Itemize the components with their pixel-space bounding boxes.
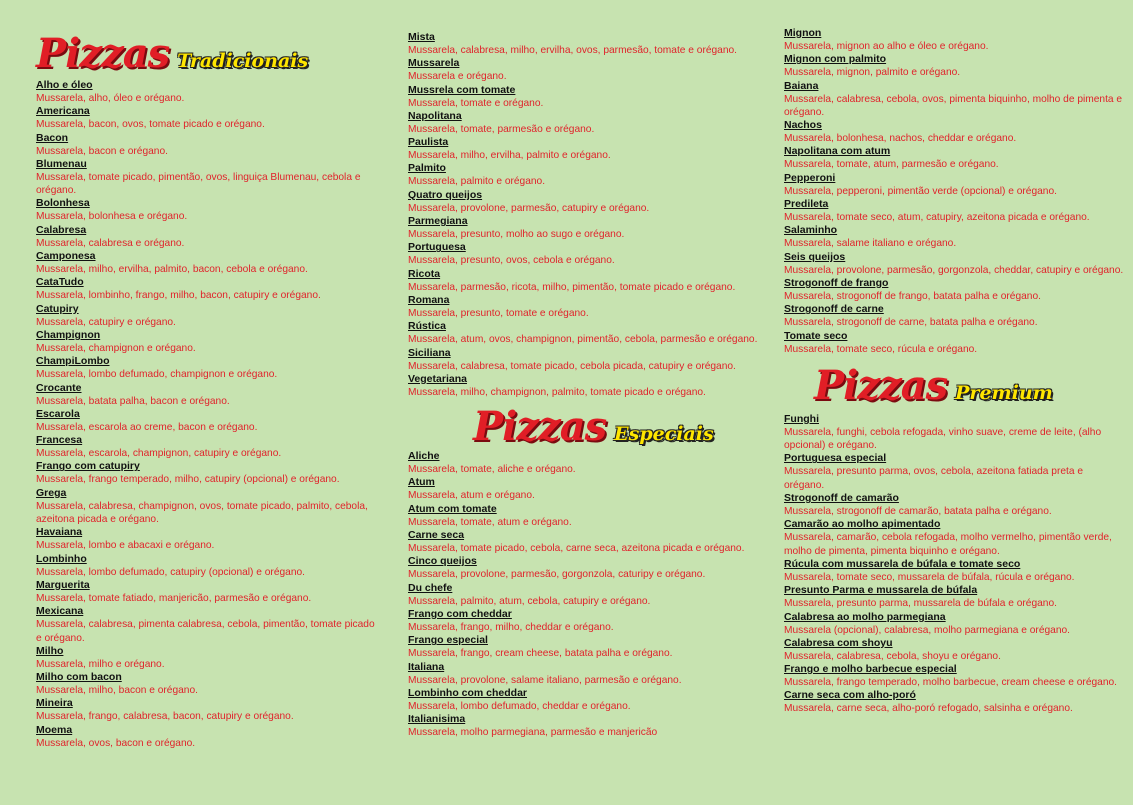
menu-item-description: Mussarela, camarão, cebola refogada, molho vermelho, pimentão verde, molho de pimenta, pimenta biquinho e orégano. (784, 532, 1112, 557)
menu-item-description: Mussarela, calabresa, champignon, ovos, tomate picado, palmito, cebola, azeitona picada e orégano. (36, 500, 368, 526)
menu-item-description: Mussarela, tomate seco, rúcula e orégano. (784, 343, 978, 355)
menu-item-description: Mussarela, calabresa, pimenta calabresa, cebola, pimentão, tomate picado e orégano. (36, 619, 375, 644)
menu-item (784, 145, 1124, 171)
menu-item-description: Mussarela, provolone, parmesão, catupiry e orégano. (408, 202, 650, 214)
menu-item (408, 320, 763, 346)
menu-item-description: Mussarela, tomate fatiado, manjericão, parmesão e orégano. (36, 592, 312, 604)
heading-main-text: Pizzas (36, 30, 170, 77)
menu-item-description: Mussarela, tomate seco, atum, catupiry, azeitona picada e orégano. (784, 212, 1090, 224)
menu-item-name: Palmito (408, 162, 446, 175)
menu-list (784, 27, 1124, 356)
menu-item-name: Frango com catupiry (36, 460, 140, 473)
menu-item-name: Moema (36, 723, 73, 736)
menu-item-name: Havaiana (36, 526, 83, 539)
menu-item-name: Escarola (36, 407, 80, 420)
menu-item-description: Mussarela, lombo defumado, champignon e orégano. (36, 369, 278, 381)
menu-item-name: Mignon com palmito (784, 53, 887, 66)
menu-item-description: Mussarela, provolone, salame italiano, parmesão e orégano. (408, 674, 682, 686)
menu-item-description: Mussarela, mignon ao alho e óleo e orégano. (784, 41, 989, 52)
menu-item (408, 31, 763, 57)
menu-item (784, 53, 1124, 79)
menu-item (36, 434, 381, 460)
menu-item-description: Mussarela e orégano. (408, 71, 507, 83)
menu-item (408, 189, 763, 215)
menu-item (36, 105, 381, 131)
menu-item-description: Mussarela, atum e orégano. (408, 490, 535, 502)
column-1 (36, 0, 381, 750)
menu-item-name: Frango e molho barbecue especial (784, 663, 957, 676)
menu-item (408, 687, 763, 713)
menu-item-name: Baiana (784, 79, 819, 92)
menu-item-description: Mussarela, presunto parma, mussarela de búfala e orégano. (784, 598, 1057, 610)
menu-item (36, 132, 381, 158)
menu-item-name: Paulista (408, 136, 449, 149)
menu-item-name: Champignon (36, 328, 101, 341)
menu-item-name: Lombinho (36, 552, 87, 565)
menu-item-description: Mussarela, catupiry e orégano. (36, 316, 176, 328)
menu-item (408, 713, 763, 739)
menu-item-name: Frango com cheddar (408, 607, 512, 620)
menu-item (408, 450, 763, 476)
menu-item (784, 119, 1124, 145)
menu-item-name: Parmegiana (408, 215, 468, 228)
menu-item-name: Salaminho (784, 224, 838, 237)
menu-item-description: Mussarela, presunto, tomate e orégano. (408, 307, 589, 319)
menu-item (36, 355, 381, 381)
menu-item-name: Predileta (784, 198, 829, 211)
menu-item-name: Alho e óleo (36, 79, 93, 91)
menu-item (36, 408, 381, 434)
menu-item-name: Camarão ao molho apimentado (784, 518, 941, 531)
menu-item-description: Mussarela, salame italiano e orégano. (784, 238, 957, 250)
menu-item-description: Mussarela, carne seca, alho-poró refogado, salsinha e orégano. (784, 703, 1073, 715)
menu-item-name: CataTudo (36, 276, 84, 289)
menu-item (784, 303, 1124, 329)
menu-item-name: Bacon (36, 131, 69, 144)
menu-item-name: Portuguesa (408, 241, 466, 254)
menu-item-description: Mussarela, pepperoni, pimentão verde (opcional) e orégano. (784, 185, 1057, 197)
heading-sub-text: Premium (955, 381, 1053, 404)
menu-item-description: Mussarela, tomate, atum, parmesão e orégano. (784, 159, 999, 171)
menu-item-name: Grega (36, 486, 67, 499)
menu-item (408, 294, 763, 320)
menu-item-name: Americana (36, 105, 90, 118)
menu-item-description: Mussarela, milho, bacon e orégano. (36, 685, 198, 697)
menu-item-name: Aliche (408, 450, 440, 463)
menu-item-name: Strogonoff de carne (784, 303, 884, 316)
menu-item-description: Mussarela, milho, champignon, palmito, tomate picado e orégano. (408, 386, 706, 398)
menu-item (36, 158, 381, 198)
menu-item (784, 251, 1124, 277)
menu-item-description: Mussarela, palmito e orégano. (408, 176, 546, 188)
column-2 (408, 0, 763, 739)
menu-item-name: Strogonoff de frango (784, 276, 889, 289)
menu-item-description: Mussarela, provolone, parmesão, gorgonzola, cheddar, catupiry e orégano. (784, 264, 1124, 276)
menu-item-description: Mussarela, milho, ervilha, palmito e orégano. (408, 150, 611, 162)
menu-item-name: Funghi (784, 412, 819, 425)
menu-item (36, 671, 381, 697)
menu-item-description: Mussarela, calabresa, cebola, ovos, pimenta biquinho, molho de pimenta e orégano. (784, 93, 1123, 118)
menu-item-name: Napolitana com atum (784, 145, 891, 158)
column-3 (784, 0, 1124, 716)
menu-item-description: Mussarela, strogonoff de frango, batata palha e orégano. (784, 290, 1041, 302)
menu-item (408, 634, 763, 660)
menu-item-description: Mussarela, tomate e orégano. (408, 97, 544, 109)
menu-item-name: Vegetariana (408, 372, 467, 385)
menu-item (784, 27, 1124, 53)
menu-item (408, 529, 763, 555)
menu-item (408, 84, 763, 110)
menu-item-name: Rúcula com mussarela de búfala e tomate seco (784, 557, 1021, 570)
menu-item-name: Catupiry (36, 302, 79, 315)
menu-list (408, 31, 763, 399)
heading-main-text: Pizzas (814, 361, 948, 409)
menu-item-description: Mussarela, presunto parma, ovos, cebola, azeitona fatiada preta e orégano. (784, 466, 1084, 491)
menu-item (408, 582, 763, 608)
menu-item (408, 476, 763, 502)
menu-list (784, 413, 1124, 716)
menu-item-name: Cinco queijos (408, 555, 477, 568)
menu-item (408, 241, 763, 267)
menu-item (36, 553, 381, 579)
menu-item (36, 276, 381, 302)
menu-item-name: Siciliana (408, 346, 451, 359)
menu-item-description: Mussarela (opcional), calabresa, molho parmegiana e orégano. (784, 624, 1070, 636)
menu-item-name: Ricota (408, 267, 441, 280)
menu-item-name: Calabresa com shoyu (784, 636, 893, 649)
menu-item-description: Mussarela, palmito, atum, cebola, catupiry e orégano. (408, 595, 651, 607)
menu-item-name: Nachos (784, 119, 822, 132)
heading-sub-text: Tradicionais (177, 50, 309, 72)
menu-item-description: Mussarela, strogonoff de carne, batata palha e orégano. (784, 317, 1038, 329)
menu-item-name: Portuguesa especial (784, 452, 887, 465)
menu-item-name: Bolonhesa (36, 197, 90, 210)
menu-item (784, 413, 1124, 453)
menu-item-description: Mussarela, funghi, cebola refogada, vinho suave, creme de leite, (alho opcional) e orégano. (784, 426, 1102, 452)
menu-item (408, 503, 763, 529)
menu-item-description: Mussarela, tomate, parmesão e orégano. (408, 123, 595, 135)
menu-item (36, 250, 381, 276)
menu-item (784, 558, 1124, 584)
menu-item-description: Mussarela, bolonhesa, nachos, cheddar e orégano. (784, 133, 1017, 145)
menu-item (36, 303, 381, 329)
menu-item (408, 373, 763, 399)
menu-item-description: Mussarela, lombo defumado, cheddar e orégano. (408, 700, 631, 712)
menu-item (36, 645, 381, 671)
menu-item (36, 526, 381, 552)
menu-item (408, 661, 763, 687)
heading-main-text: Pizzas (473, 403, 607, 451)
menu-item-description: Mussarela, tomate picado, pimentão, ovos, linguiça Blumenau, cebola e orégano. (36, 171, 361, 197)
menu-item-name: Mista (408, 31, 435, 43)
menu-item-name: ChampiLombo (36, 355, 110, 368)
menu-item (784, 637, 1124, 663)
menu-item (408, 555, 763, 581)
menu-item (36, 79, 381, 105)
menu-item-name: Napolitana (408, 109, 462, 122)
menu-item-name: Camponesa (36, 250, 96, 263)
menu-item-description: Mussarela, tomate seco, mussarela de búfala, rúcula e orégano. (784, 571, 1075, 583)
menu-list (408, 450, 763, 739)
menu-item-description: Mussarela, escarola, champignon, catupiry e orégano. (36, 448, 282, 460)
menu-item-name: Crocante (36, 381, 82, 394)
menu-item-description: Mussarela, bacon e orégano. (36, 145, 168, 157)
menu-item-description: Mussarela, frango, calabresa, bacon, catupiry e orégano. (36, 711, 294, 723)
menu-item-description: Mussarela, parmesão, ricota, milho, pimentão, tomate picado e orégano. (408, 281, 736, 293)
menu-item-name: Mexicana (36, 605, 84, 618)
menu-item-description: Mussarela, frango, cream cheese, batata palha e orégano. (408, 648, 673, 660)
menu-item-description: Mussarela, tomate picado, cebola, carne seca, azeitona picada e orégano. (408, 543, 745, 555)
menu-item (36, 697, 381, 723)
menu-item-name: Milho (36, 644, 64, 657)
menu-item (784, 689, 1124, 715)
menu-item-description: Mussarela, bacon, ovos, tomate picado e orégano. (36, 119, 265, 131)
menu-item-name: Quatro queijos (408, 188, 483, 201)
menu-item (36, 329, 381, 355)
menu-item-description: Mussarela, calabresa, cebola, shoyu e orégano. (784, 650, 1001, 662)
menu-item-description: Mussarela, strogonoff de camarão, batata palha e orégano. (784, 506, 1052, 518)
menu-item (784, 452, 1124, 492)
menu-item (784, 172, 1124, 198)
menu-item-name: Mussrela com tomate (408, 83, 516, 96)
menu-item-description: Mussarela, tomate, atum e orégano. (408, 516, 572, 528)
menu-item (784, 518, 1124, 558)
menu-item-name: Pepperoni (784, 171, 836, 184)
heading-especiais (473, 403, 763, 450)
menu-item-name: Blumenau (36, 157, 87, 170)
menu-item (36, 487, 381, 527)
menu-item-description: Mussarela, lombo e abacaxi e orégano. (36, 540, 215, 552)
menu-item-description: Mussarela, escarola ao creme, bacon e orégano. (36, 421, 258, 433)
menu-item (408, 162, 763, 188)
menu-item-name: Presunto Parma e mussarela de búfala (784, 584, 978, 597)
menu-item-name: Mineira (36, 697, 73, 710)
menu-item (36, 579, 381, 605)
menu-item (36, 460, 381, 486)
menu-item-description: Mussarela, frango temperado, molho barbecue, cream cheese e orégano. (784, 677, 1117, 689)
menu-item (784, 277, 1124, 303)
menu-item (408, 57, 763, 83)
menu-item (36, 382, 381, 408)
menu-item-description: Mussarela, calabresa e orégano. (36, 237, 185, 249)
menu-item (36, 605, 381, 645)
heading-tradicionais (36, 30, 381, 77)
menu-item (408, 268, 763, 294)
menu-item (408, 110, 763, 136)
menu-item-description: Mussarela, frango, milho, cheddar e orégano. (408, 621, 614, 633)
menu-item-name: Du chefe (408, 581, 453, 594)
menu-list (36, 79, 381, 750)
menu-item (784, 492, 1124, 518)
menu-item (784, 330, 1124, 356)
menu-item-name: Frango especial (408, 634, 488, 647)
menu-item-name: Carne seca (408, 529, 465, 542)
menu-item-description: Mussarela, champignon e orégano. (36, 342, 196, 354)
menu-item-name: Mignon (784, 27, 822, 39)
menu-item (36, 197, 381, 223)
menu-item-description: Mussarela, presunto, molho ao sugo e orégano. (408, 229, 625, 241)
menu-item-description: Mussarela, ovos, bacon e orégano. (36, 737, 196, 749)
menu-item-name: Seis queijos (784, 250, 846, 263)
menu-item-description: Mussarela, molho parmegiana, parmesão e manjericão (408, 727, 658, 739)
menu-item (784, 80, 1124, 120)
menu-item-name: Lombinho com cheddar (408, 686, 528, 699)
menu-item-name: Italianisima (408, 713, 466, 726)
menu-item-name: Tomate seco (784, 329, 848, 342)
menu-item-name: Rústica (408, 320, 446, 333)
menu-item-name: Atum com tomate (408, 502, 497, 515)
menu-item (784, 224, 1124, 250)
menu-item-description: Mussarela, batata palha, bacon e orégano. (36, 395, 230, 407)
menu-item-name: Atum (408, 476, 435, 489)
menu-item-description: Mussarela, milho e orégano. (36, 658, 165, 670)
menu-item-description: Mussarela, provolone, parmesão, gorgonzola, caturipy e orégano. (408, 569, 706, 581)
menu-item-name: Italiana (408, 660, 445, 673)
menu-item-name: Romana (408, 293, 450, 306)
menu-item-description: Mussarela, calabresa, tomate picado, cebola picada, catupiry e orégano. (408, 360, 736, 372)
menu-item-description: Mussarela, lombo defumado, catupiry (opcional) e orégano. (36, 566, 305, 578)
menu-item-name: Marguerita (36, 578, 90, 591)
menu-item (784, 611, 1124, 637)
menu-item-description: Mussarela, mignon, palmito e orégano. (784, 67, 961, 79)
heading-premium (814, 362, 1124, 409)
menu-item-description: Mussarela, presunto, ovos, cebola e orégano. (408, 255, 615, 267)
menu-item (784, 198, 1124, 224)
menu-item (36, 224, 381, 250)
menu-item-name: Calabresa ao molho parmegiana (784, 610, 946, 623)
menu-item-name: Calabresa (36, 223, 87, 236)
menu-item-description: Mussarela, frango temperado, milho, catupiry (opcional) e orégano. (36, 474, 340, 486)
menu-item (408, 608, 763, 634)
menu-item (784, 584, 1124, 610)
menu-item-description: Mussarela, alho, óleo e orégano. (36, 93, 185, 104)
menu-item (408, 136, 763, 162)
menu-item-name: Milho com bacon (36, 671, 122, 684)
menu-item-name: Strogonoff de camarão (784, 492, 899, 505)
menu-item-description: Mussarela, tomate, aliche e orégano. (408, 464, 576, 476)
menu-item (408, 215, 763, 241)
menu-item-description: Mussarela, calabresa, milho, ervilha, ovos, parmesão, tomate e orégano. (408, 45, 737, 56)
heading-sub-text: Especiais (614, 423, 714, 446)
menu-item-name: Francesa (36, 434, 83, 447)
menu-item-name: Carne seca com alho-poró (784, 689, 916, 702)
menu-item (408, 347, 763, 373)
menu-item-description: Mussarela, atum, ovos, champignon, pimentão, cebola, parmesão e orégano. (408, 334, 758, 346)
menu-item-description: Mussarela, lombinho, frango, milho, bacon, catupiry e orégano. (36, 290, 321, 302)
menu-item (36, 724, 381, 750)
menu-item-description: Mussarela, milho, ervilha, palmito, bacon, cebola e orégano. (36, 264, 308, 276)
menu-item (784, 663, 1124, 689)
menu-item-name: Mussarela (408, 57, 460, 70)
menu-item-description: Mussarela, bolonhesa e orégano. (36, 211, 188, 223)
